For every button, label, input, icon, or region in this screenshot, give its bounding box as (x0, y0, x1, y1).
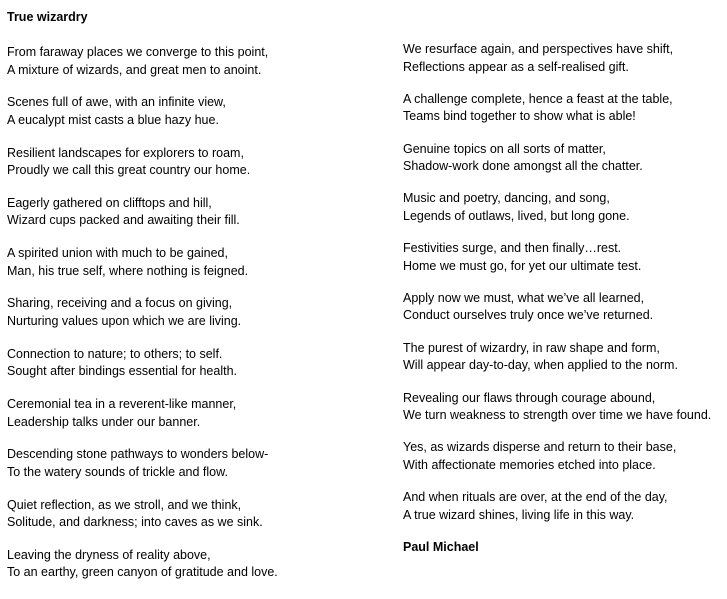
stanza-2 (7, 94, 327, 129)
stanza-line: Apply now we must, what we’ve all learned, (403, 290, 645, 305)
poem-left-column (7, 44, 327, 597)
stanza-line: Festivities surge, and then finally…rest. (403, 241, 622, 256)
stanza-line: Legends of outlaws, lived, but long gone. (403, 208, 630, 223)
stanza-line: To the watery sounds of trickle and flow. (7, 464, 228, 479)
stanza-line: Music and poetry, dancing, and song, (403, 191, 610, 206)
stanza-line: Sharing, receiving and a focus on giving, (7, 296, 233, 311)
poem-title: True wizardry (7, 10, 88, 24)
stanza-line: With affectionate memories etched into place. (403, 457, 656, 472)
stanza-16 (403, 240, 723, 275)
stanza-line: We resurface again, and perspectives have shift, (403, 42, 674, 56)
stanza-line: Sought after bindings essential for health. (7, 364, 238, 379)
stanza-line: Conduct ourselves truly once we’ve returned. (403, 308, 654, 323)
stanza-line: And when rituals are over, at the end of the day, (403, 490, 668, 505)
stanza-line: A true wizard shines, living life in this way. (403, 507, 635, 522)
stanza-line: Leadership talks under our banner. (7, 414, 201, 429)
stanza-line: Home we must go, for yet our ultimate test. (403, 258, 642, 273)
stanza-line: Revealing our flaws through courage abound, (403, 390, 656, 405)
stanza-5 (7, 245, 327, 280)
stanza-line: Descending stone pathways to wonders below- (7, 447, 269, 462)
stanza-line: Connection to nature; to others; to self. (7, 346, 223, 361)
stanza-line: A mixture of wizards, and great men to anoint. (7, 62, 262, 77)
stanza-line: Yes, as wizards disperse and return to their base, (403, 440, 677, 455)
poem-right-column (403, 41, 723, 539)
stanza-19 (403, 390, 723, 425)
stanza-line: A spirited union with much to be gained, (7, 246, 228, 261)
stanza-17 (403, 290, 723, 325)
stanza-21 (403, 489, 723, 524)
stanza-15 (403, 190, 723, 225)
stanza-12 (403, 41, 723, 76)
stanza-3 (7, 145, 327, 180)
stanza-7 (7, 346, 327, 381)
stanza-line: Proudly we call this great country our home. (7, 163, 251, 178)
stanza-10 (7, 497, 327, 532)
poem-author: Paul Michael (403, 540, 479, 554)
stanza-line: Solitude, and darkness; into caves as we sink. (7, 515, 263, 530)
stanza-line: Teams bind together to show what is able! (403, 109, 636, 124)
stanza-line: Leaving the dryness of reality above, (7, 547, 211, 562)
stanza-line: Resilient landscapes for explorers to roam, (7, 145, 244, 160)
stanza-line: Genuine topics on all sorts of matter, (403, 141, 606, 156)
stanza-1 (7, 44, 327, 79)
stanza-line: Will appear day-to-day, when applied to the norm. (403, 358, 678, 373)
stanza-14 (403, 141, 723, 176)
stanza-4 (7, 195, 327, 230)
stanza-line: A eucalypt mist casts a blue hazy hue. (7, 112, 219, 127)
stanza-line: Shadow-work done amongst all the chatter. (403, 159, 643, 174)
stanza-18 (403, 340, 723, 375)
stanza-line: The purest of wizardry, in raw shape and form, (403, 340, 660, 355)
stanza-line: We turn weakness to strength over time we have found. (403, 408, 712, 423)
stanza-line: Scenes full of awe, with an infinite view, (7, 95, 226, 110)
stanza-line: Man, his true self, where nothing is feigned. (7, 263, 249, 278)
stanza-line: To an earthy, green canyon of gratitude and love. (7, 565, 278, 580)
stanza-6 (7, 295, 327, 330)
stanza-line: Wizard cups packed and awaiting their fill. (7, 213, 240, 228)
stanza-line: Quiet reflection, as we stroll, and we think, (7, 497, 242, 512)
stanza-line: From faraway places we converge to this point, (7, 45, 269, 59)
stanza-20 (403, 439, 723, 474)
stanza-13 (403, 91, 723, 126)
stanza-line: Nurturing values upon which we are living. (7, 313, 242, 328)
stanza-line: Reflections appear as a self-realised gift. (403, 59, 629, 74)
stanza-9 (7, 446, 327, 481)
stanza-line: Eagerly gathered on clifftops and hill, (7, 195, 212, 210)
stanza-8 (7, 396, 327, 431)
stanza-line: A challenge complete, hence a feast at the table, (403, 91, 673, 106)
stanza-11 (7, 547, 327, 582)
stanza-line: Ceremonial tea in a reverent-like manner, (7, 397, 237, 412)
